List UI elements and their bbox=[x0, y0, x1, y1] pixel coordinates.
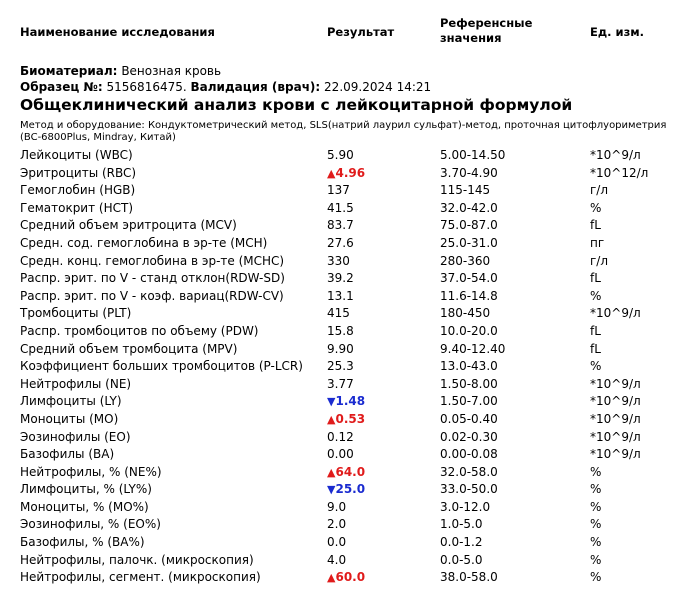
test-reference: 115-145 bbox=[440, 183, 491, 198]
test-result-value: 13.1 bbox=[327, 288, 354, 303]
test-result-value: 4.0 bbox=[327, 552, 347, 567]
table-row bbox=[0, 235, 687, 253]
test-result bbox=[327, 217, 354, 235]
test-result bbox=[327, 235, 354, 253]
test-result bbox=[327, 182, 350, 200]
test-reference: 13.0-43.0 bbox=[440, 359, 498, 374]
test-result-value: 64.0 bbox=[335, 464, 366, 479]
test-result bbox=[327, 323, 354, 341]
test-result bbox=[327, 165, 365, 183]
test-result bbox=[327, 552, 346, 570]
table-row bbox=[0, 376, 687, 394]
table-row bbox=[0, 217, 687, 235]
sample-value: 5156816475. bbox=[106, 80, 187, 94]
validation-label: Валидация (врач): bbox=[190, 80, 321, 94]
test-unit: % bbox=[590, 552, 602, 567]
table-row bbox=[0, 253, 687, 271]
table-row bbox=[0, 165, 687, 183]
test-result-value: 1.48 bbox=[335, 394, 366, 409]
test-unit: % bbox=[590, 535, 602, 550]
table-row bbox=[0, 429, 687, 447]
test-reference: 32.0-58.0 bbox=[440, 464, 498, 479]
test-unit: *10^9/л bbox=[590, 429, 641, 444]
test-result-value: 4.96 bbox=[335, 165, 366, 180]
flag-high-icon: ▲ bbox=[327, 571, 336, 585]
test-result-value: 137 bbox=[327, 183, 350, 198]
test-result bbox=[327, 358, 354, 376]
table-row bbox=[0, 200, 687, 218]
test-name: Нейтрофилы (NE) bbox=[20, 376, 132, 391]
flag-low-icon: ▼ bbox=[327, 395, 336, 409]
table-row bbox=[0, 288, 687, 306]
test-name: Средн. сод. гемоглобина в эр-те (MCH) bbox=[20, 235, 268, 250]
test-unit: % bbox=[590, 200, 602, 215]
test-name: Распр. эрит. по V - коэф. вариац(RDW-CV) bbox=[20, 288, 284, 303]
test-name: Нейтрофилы, % (NE%) bbox=[20, 464, 162, 479]
test-result bbox=[327, 569, 365, 587]
header-reference bbox=[440, 16, 550, 46]
biomaterial-label: Биоматериал: bbox=[20, 64, 118, 78]
table-row bbox=[0, 323, 687, 341]
test-result bbox=[327, 464, 365, 482]
biomaterial-line bbox=[20, 64, 221, 78]
test-unit: *10^9/л bbox=[590, 447, 641, 462]
flag-high-icon: ▲ bbox=[327, 412, 336, 426]
test-result-value: 2.0 bbox=[327, 517, 347, 532]
test-name: Гематокрит (HCT) bbox=[20, 200, 134, 215]
test-unit: *10^9/л bbox=[590, 148, 641, 162]
test-result-value: 330 bbox=[327, 253, 350, 268]
test-result bbox=[327, 446, 354, 464]
table-row bbox=[0, 569, 687, 587]
table-row bbox=[0, 305, 687, 323]
table-row bbox=[0, 499, 687, 517]
table-row bbox=[0, 411, 687, 429]
test-unit: % bbox=[590, 482, 602, 497]
table-row bbox=[0, 358, 687, 376]
test-reference: 280-360 bbox=[440, 253, 491, 268]
test-reference: 1.0-5.0 bbox=[440, 517, 483, 532]
table-row bbox=[0, 341, 687, 359]
test-result-value: 25.0 bbox=[335, 482, 366, 497]
test-unit: % bbox=[590, 464, 602, 479]
test-unit: г/л bbox=[590, 253, 609, 268]
test-result bbox=[327, 499, 346, 517]
test-result-value: 9.90 bbox=[327, 341, 354, 356]
test-name: Эритроциты (RBC) bbox=[20, 165, 137, 180]
test-result-value: 0.0 bbox=[327, 535, 347, 550]
test-result-value: 0.12 bbox=[327, 429, 354, 444]
test-result-value: 5.90 bbox=[327, 148, 354, 162]
test-reference: 32.0-42.0 bbox=[440, 200, 498, 215]
test-unit: % bbox=[590, 570, 602, 585]
flag-high-icon: ▲ bbox=[327, 465, 336, 479]
test-unit: *10^9/л bbox=[590, 411, 641, 426]
validation-value: 22.09.2024 14:21 bbox=[324, 80, 432, 94]
test-name: Нейтрофилы, сегмент. (микроскопия) bbox=[20, 570, 261, 585]
test-reference: 0.0-5.0 bbox=[440, 552, 483, 567]
table-row bbox=[0, 270, 687, 288]
test-result-value: 83.7 bbox=[327, 218, 354, 233]
flag-low-icon: ▼ bbox=[327, 483, 336, 497]
test-result-value: 39.2 bbox=[327, 271, 354, 286]
table-row bbox=[0, 182, 687, 200]
test-name: Тромбоциты (PLT) bbox=[20, 306, 132, 321]
test-unit: fL bbox=[590, 271, 601, 286]
method-description: Метод и оборудование: Кондуктометрический метод, SLS(натрий лаурил сульфат)-метод, проточная цитофлуориметрия (BC-6800Plus, Mindray, Китай) bbox=[20, 120, 667, 143]
test-reference: 37.0-54.0 bbox=[440, 271, 498, 286]
test-reference: 0.05-0.40 bbox=[440, 411, 498, 426]
table-row bbox=[0, 446, 687, 464]
test-reference: 3.0-12.0 bbox=[440, 499, 491, 514]
test-reference: 0.00-0.08 bbox=[440, 447, 498, 462]
header-reference-line1: Референсные bbox=[440, 16, 533, 30]
test-reference: 0.0-1.2 bbox=[440, 535, 483, 550]
test-result bbox=[327, 270, 354, 288]
test-name: Средн. конц. гемоглобина в эр-те (MCHC) bbox=[20, 253, 285, 268]
test-result bbox=[327, 411, 365, 429]
test-name: Моноциты, % (MO%) bbox=[20, 499, 149, 514]
test-reference: 1.50-7.00 bbox=[440, 394, 498, 409]
test-result-value: 60.0 bbox=[335, 570, 366, 585]
test-result-value: 15.8 bbox=[327, 323, 354, 338]
test-reference: 5.00-14.50 bbox=[440, 148, 506, 162]
test-result-value: 27.6 bbox=[327, 235, 354, 250]
test-result-value: 0.00 bbox=[327, 447, 354, 462]
test-unit: *10^9/л bbox=[590, 306, 641, 321]
test-result-value: 41.5 bbox=[327, 200, 354, 215]
test-name: Средний объем тромбоцита (MPV) bbox=[20, 341, 238, 356]
test-reference: 1.50-8.00 bbox=[440, 376, 498, 391]
header-unit: Ед. изм. bbox=[590, 25, 645, 39]
test-unit: fL bbox=[590, 323, 601, 338]
test-name: Распр. эрит. по V - станд отклон(RDW-SD) bbox=[20, 271, 285, 286]
test-unit: % bbox=[590, 517, 602, 532]
test-name: Коэффициент больших тромбоцитов (P-LCR) bbox=[20, 359, 303, 374]
test-reference: 0.02-0.30 bbox=[440, 429, 498, 444]
page-title: Общеклинический анализ крови с лейкоцитарной формулой bbox=[20, 96, 573, 114]
table-row bbox=[0, 516, 687, 534]
test-unit: fL bbox=[590, 341, 601, 356]
test-name: Эозинофилы, % (EO%) bbox=[20, 517, 161, 532]
biomaterial-value: Венозная кровь bbox=[121, 64, 222, 78]
table-row bbox=[0, 481, 687, 499]
test-unit: г/л bbox=[590, 183, 609, 198]
test-result bbox=[327, 253, 350, 271]
test-name: Эозинофилы (EO) bbox=[20, 429, 131, 444]
flag-high-icon: ▲ bbox=[327, 166, 336, 180]
test-unit: пг bbox=[590, 235, 605, 250]
test-unit: fL bbox=[590, 218, 601, 233]
test-name: Моноциты (MO) bbox=[20, 411, 119, 426]
test-reference: 10.0-20.0 bbox=[440, 323, 498, 338]
test-reference: 11.6-14.8 bbox=[440, 288, 498, 303]
test-unit: % bbox=[590, 499, 602, 514]
test-name: Базофилы (BA) bbox=[20, 447, 115, 462]
test-result-value: 25.3 bbox=[327, 359, 354, 374]
test-result bbox=[327, 305, 350, 323]
test-result bbox=[327, 147, 354, 165]
test-unit: % bbox=[590, 359, 602, 374]
test-reference: 38.0-58.0 bbox=[440, 570, 498, 585]
test-result bbox=[327, 341, 354, 359]
sample-line bbox=[20, 80, 431, 94]
header-reference-line2: значения bbox=[440, 31, 502, 45]
test-result-value: 9.0 bbox=[327, 499, 347, 514]
test-name: Средний объем эритроцита (MCV) bbox=[20, 218, 237, 233]
table-row bbox=[0, 464, 687, 482]
test-result-value: 415 bbox=[327, 306, 350, 321]
test-name: Базофилы, % (BA%) bbox=[20, 535, 145, 550]
table-row bbox=[0, 552, 687, 570]
test-name: Нейтрофилы, палочк. (микроскопия) bbox=[20, 552, 254, 567]
results-table bbox=[0, 147, 687, 587]
test-name: Лимфоциты (LY) bbox=[20, 394, 122, 409]
test-result bbox=[327, 200, 354, 218]
test-name: Распр. тромбоцитов по объему (PDW) bbox=[20, 323, 259, 338]
test-result bbox=[327, 516, 346, 534]
header-result: Результат bbox=[327, 25, 395, 39]
test-reference: 3.70-4.90 bbox=[440, 165, 498, 180]
test-unit: *10^9/л bbox=[590, 394, 641, 409]
test-result bbox=[327, 534, 346, 552]
test-unit: *10^9/л bbox=[590, 376, 641, 391]
table-row bbox=[0, 147, 687, 165]
test-name: Гемоглобин (HGB) bbox=[20, 183, 136, 198]
test-unit: *10^12/л bbox=[590, 165, 649, 180]
table-row bbox=[0, 534, 687, 552]
test-name: Лейкоциты (WBC) bbox=[20, 148, 133, 162]
test-result bbox=[327, 288, 354, 306]
test-reference: 33.0-50.0 bbox=[440, 482, 498, 497]
test-reference: 75.0-87.0 bbox=[440, 218, 498, 233]
test-name: Лимфоциты, % (LY%) bbox=[20, 482, 152, 497]
test-unit: % bbox=[590, 288, 602, 303]
test-reference: 25.0-31.0 bbox=[440, 235, 498, 250]
test-result-value: 3.77 bbox=[327, 376, 354, 391]
test-result-value: 0.53 bbox=[335, 411, 366, 426]
test-result bbox=[327, 481, 365, 499]
table-row bbox=[0, 393, 687, 411]
test-result bbox=[327, 376, 354, 394]
test-reference: 180-450 bbox=[440, 306, 491, 321]
sample-label: Образец №: bbox=[20, 80, 103, 94]
test-reference: 9.40-12.40 bbox=[440, 341, 506, 356]
header-name: Наименование исследования bbox=[20, 25, 215, 39]
test-result bbox=[327, 429, 354, 447]
table-header bbox=[0, 16, 687, 50]
test-result bbox=[327, 393, 365, 411]
